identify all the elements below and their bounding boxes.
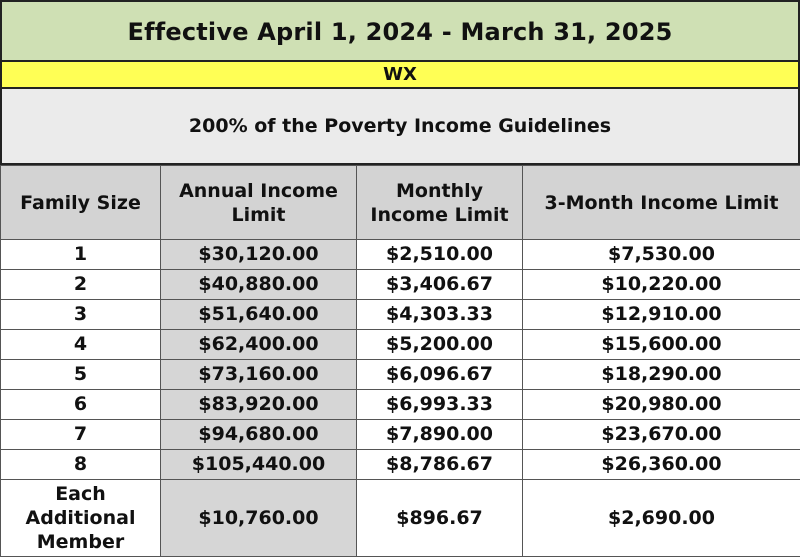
table-row (1, 420, 800, 450)
table-header-row (1, 166, 800, 240)
table-row (1, 450, 800, 480)
family-size-cell: 1 (1, 240, 161, 270)
monthly-limit-cell: $6,993.33 (357, 390, 523, 420)
poverty-guideline-subtitle: 200% of the Poverty Income Guidelines (0, 89, 800, 165)
annual-limit-cell: $51,640.00 (161, 300, 357, 330)
monthly-limit-cell: $3,406.67 (357, 270, 523, 300)
three-month-limit-cell: $26,360.00 (523, 450, 800, 480)
table-row (1, 390, 800, 420)
three-month-limit-cell: $20,980.00 (523, 390, 800, 420)
monthly-limit-cell: $6,096.67 (357, 360, 523, 390)
table-row-additional-member (1, 480, 800, 557)
family-size-cell: 5 (1, 360, 161, 390)
additional-member-label (1, 480, 161, 557)
effective-date-title: Effective April 1, 2024 - March 31, 2025 (0, 0, 800, 62)
three-month-limit-cell: $23,670.00 (523, 420, 800, 450)
three-month-limit-cell: $18,290.00 (523, 360, 800, 390)
table-row (1, 300, 800, 330)
program-label: WX (0, 62, 800, 89)
income-limits-table (0, 165, 800, 557)
table-row (1, 330, 800, 360)
monthly-limit-cell: $896.67 (357, 480, 523, 557)
family-size-cell: 8 (1, 450, 161, 480)
table-row (1, 240, 800, 270)
monthly-limit-cell: $5,200.00 (357, 330, 523, 360)
annual-limit-cell: $30,120.00 (161, 240, 357, 270)
family-size-cell: 2 (1, 270, 161, 300)
monthly-limit-cell: $8,786.67 (357, 450, 523, 480)
family-size-cell: 3 (1, 300, 161, 330)
table-row (1, 270, 800, 300)
monthly-limit-cell: $4,303.33 (357, 300, 523, 330)
column-header-family-size: Family Size (1, 166, 161, 240)
column-header-monthly-limit-text: Monthly Income Limit (360, 179, 520, 227)
three-month-limit-cell: $15,600.00 (523, 330, 800, 360)
annual-limit-cell: $105,440.00 (161, 450, 357, 480)
monthly-limit-cell: $7,890.00 (357, 420, 523, 450)
family-size-cell: 4 (1, 330, 161, 360)
column-header-three-month-limit: 3-Month Income Limit (523, 166, 800, 240)
annual-limit-cell: $62,400.00 (161, 330, 357, 360)
family-size-cell: 6 (1, 390, 161, 420)
three-month-limit-cell: $12,910.00 (523, 300, 800, 330)
annual-limit-cell: $94,680.00 (161, 420, 357, 450)
annual-limit-cell: $10,760.00 (161, 480, 357, 557)
monthly-limit-cell: $2,510.00 (357, 240, 523, 270)
family-size-cell: 7 (1, 420, 161, 450)
column-header-monthly-limit (357, 166, 523, 240)
annual-limit-cell: $40,880.00 (161, 270, 357, 300)
three-month-limit-cell: $7,530.00 (523, 240, 800, 270)
column-header-annual-limit (161, 166, 357, 240)
three-month-limit-cell: $10,220.00 (523, 270, 800, 300)
three-month-limit-cell: $2,690.00 (523, 480, 800, 557)
column-header-annual-limit-text: Annual Income Limit (174, 179, 344, 227)
additional-member-label-text: Each Additional Member (16, 482, 146, 554)
annual-limit-cell: $73,160.00 (161, 360, 357, 390)
table-row (1, 360, 800, 390)
annual-limit-cell: $83,920.00 (161, 390, 357, 420)
